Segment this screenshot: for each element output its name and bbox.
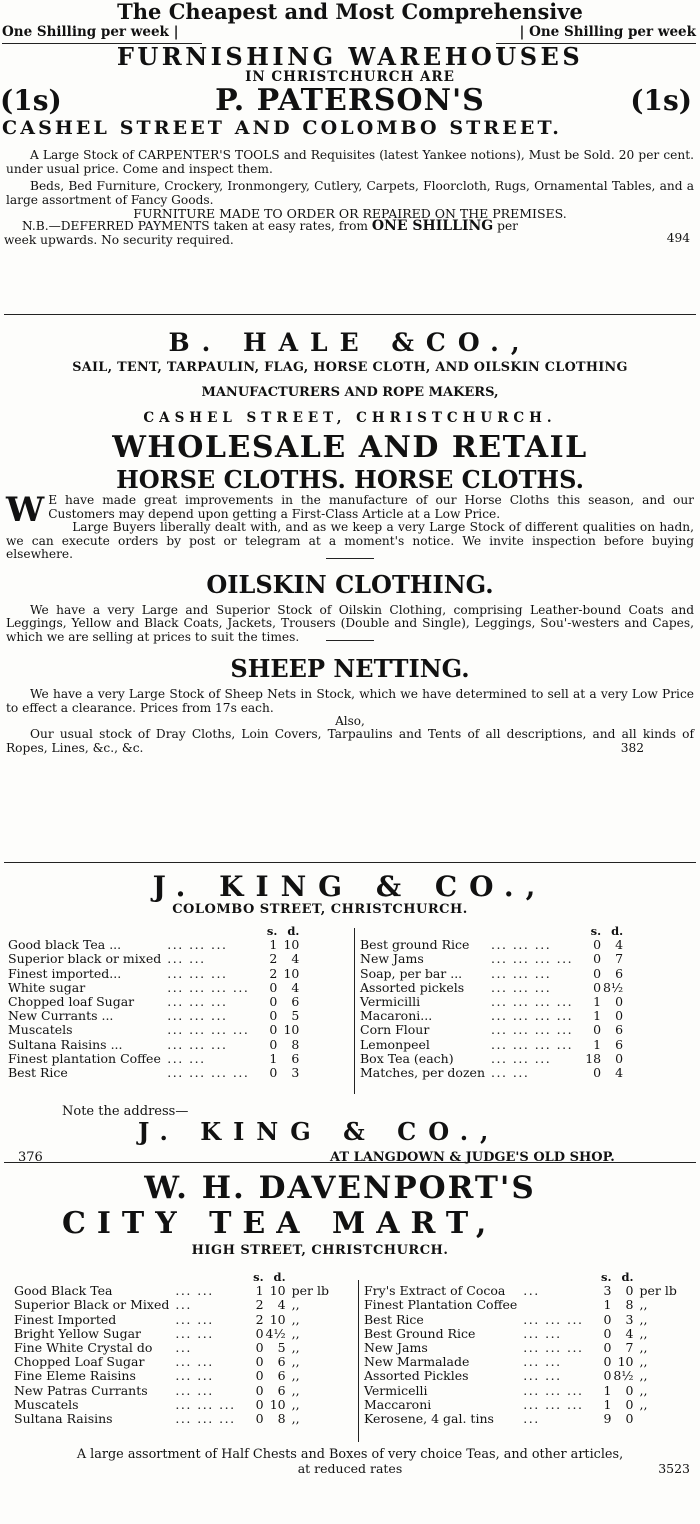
ad3-left-item-name: White sugar [8,979,86,995]
ad1-address: CASHEL STREET AND COLOMBO STREET. [2,117,562,139]
ad3-right-row [360,1066,623,1080]
ad3-right-leader-dots: ... ... ... ... [491,1036,574,1052]
ad4-right-shillings: 0 [603,1325,612,1341]
ad3-right-shillings: 0 [593,965,602,981]
ad4-right-row [364,1398,677,1412]
ad4-left-pence: 6 [277,1354,286,1370]
ad3-right-row [360,995,623,1009]
ad4-right-unit [633,1412,676,1426]
ad4-right-unit: ,, [639,1368,648,1384]
ad3-right-leader-dots: ... ... ... [491,1050,552,1066]
ad3-left-leader-dots: ... ... ... [167,1036,228,1052]
ad4-right-leader-dots: ... ... ... [523,1396,584,1412]
ad3-right-item-name: Corn Flour [360,1022,430,1038]
ad3-right-row [360,938,623,952]
ad3-left-row [8,1023,299,1037]
ad2-section1-para1-wrap [0,490,700,530]
ad3-left-shillings: 0 [269,1036,278,1052]
ad2-section1-para1: E have made great improvements in the manufacture of our Horse Cloths this season, and our Customers may depend upon getting a First-Class Article at a Low Price. [48,493,694,521]
ad4-right-unit: ,, [639,1311,648,1327]
ad4-left-shillings: 0 [255,1396,264,1412]
king-advertisement [0,872,700,1170]
ad3-right-row [360,1038,623,1052]
ad3-left-shillings: 0 [269,994,278,1010]
ad4-right-pence: 10 [617,1354,634,1370]
ad3-note: Note the address— [62,1104,189,1119]
ad3-right-row [360,981,623,995]
ad3-right-shillings: 0 [593,1022,602,1038]
ad4-address: HIGH STREET, CHRISTCHURCH. [191,1243,449,1258]
ad1-para1: A Large Stock of CARPENTER'S TOOLS and Requisites (latest Yankee notions), Must be Sold. 20 per cent. under usual price. Come and inspect them. [6,148,694,176]
ad4-left-shillings: 2 [255,1311,264,1327]
ad4-right-pence: 0 [625,1283,634,1299]
ad4-right-leader-dots: ... ... ... [523,1340,584,1356]
ad4-right-item-name: Maccaroni [364,1396,432,1412]
ad4-left-unit: ,, [291,1325,300,1341]
ad3-left-shillings: 1 [269,1050,278,1066]
ad4-left-s-header: s. [253,1270,264,1284]
ad4-right-shillings: 0 [603,1354,612,1370]
ad4-right-shillings: 0 [603,1311,612,1327]
ad4-right-item-name: Fry's Extract of Cocoa [364,1283,506,1299]
ad2-section2-para: We have a very Large and Superior Stock of Oilskin Clothing, comprising Leather-bound Coats and Leggings, Yellow and Black Coats, Jackets, Trousers (Double and Single), Leggings, Sou'-westers and Capes, which we are selling at prices to suit the times. [6,602,694,644]
ad4-title: CITY TEA MART, [62,1206,498,1241]
ad4-right-unit: ,, [639,1297,648,1313]
ad3-right-item-name: Best ground Rice [360,937,470,953]
ad4-right-pence: 4 [625,1325,634,1341]
ad3-right-leader-dots: ... ... ... [491,965,552,981]
ad4-right-shillings: 1 [603,1297,612,1313]
ad4-right-row [364,1284,677,1298]
ad1-price-badge-right: (1s) [630,84,692,117]
ad3-right-item-name: Vermicilli [360,994,421,1010]
ad4-right-shillings: 0 [603,1340,612,1356]
ad3-left-row [8,995,299,1009]
ad4-left-leader-dots: ... ... [175,1283,214,1299]
divider-1 [4,314,696,315]
ad3-left-row [8,1009,299,1023]
ad4-left-leader-dots: ... [175,1340,192,1356]
ad3-right-item-name: Macaroni... [360,1008,433,1024]
ad3-left-d-header: d. [287,924,300,938]
ad4-left-pence: 4½ [265,1325,286,1341]
ad3-name-repeat: J. KING & CO., [138,1117,501,1146]
ad1-para4-b: ONE SHILLING [371,218,494,234]
ad4-right-row [364,1355,677,1369]
ad3-left-row [8,1038,299,1052]
ad4-left-row [14,1384,329,1398]
ad4-left-shillings: 2 [255,1297,264,1313]
ad4-left-item-name: Fine Eleme Raisins [14,1368,136,1384]
ad3-right-pence: 0 [615,1050,624,1066]
ad3-left-leader-dots: ... ... [167,1050,206,1066]
ad4-left-pence: 4 [277,1297,286,1313]
ad3-right-item-name: New Jams [360,951,424,967]
ad3-left-shillings: 1 [269,937,278,953]
ad4-right-pence: 8½ [613,1368,634,1384]
ad2-section3-para: We have a very Large Stock of Sheep Nets in Stock, which we have determined to sell at a very Low Price to effect a clearance. Prices from 17s each. [6,687,694,715]
ad4-left-row [14,1355,329,1369]
ad4-right-shillings: 1 [603,1396,612,1412]
ad3-right-item-name: Matches, per dozen [360,1065,485,1081]
ad4-left-unit: ,, [291,1354,300,1370]
ad4-right-row [364,1369,677,1383]
ad3-right-shillings: 1 [593,1008,602,1024]
ad4-left-row [14,1412,329,1426]
ad3-left-pence: 6 [291,994,300,1010]
ad2-section3-para2: Our usual stock of Dray Cloths, Loin Covers, Tarpaulins and Tents of all descriptions, and all kinds of Ropes, Lines, &c., &c. [6,727,694,755]
ad3-right-d-header: d. [611,924,624,938]
ad4-right-item-name: New Jams [364,1340,428,1356]
hale-advertisement [0,328,700,755]
ad4-left-unit: ,, [291,1368,300,1384]
ad3-right-s-header: s. [590,924,602,938]
ad4-right-unit: ,, [639,1382,648,1398]
ad1-para4-line [0,220,700,234]
ad4-left-pence: 6 [277,1368,286,1384]
ad4-left-shillings: 0 [255,1411,264,1427]
ad4-left-shillings: 0 [255,1354,264,1370]
ad4-left-leader-dots: ... [175,1297,192,1313]
divider-2 [4,862,696,863]
ad3-left-item-name: Finest imported... [8,965,122,981]
ad4-footer-line1: A large assortment of Half Chests and Boxes of very choice Teas, and other articles, [76,1447,624,1462]
ad1-right-tag: | One Shilling per week [519,24,696,40]
ad2-makers-line: MANUFACTURERS AND ROPE MAKERS, [201,385,499,400]
ad4-right-pence: 0 [625,1411,634,1427]
ad3-left-pence: 6 [291,1050,300,1066]
ad4-left-unit: ,, [291,1340,300,1356]
ad3-right-shillings: 0 [593,979,602,995]
ad2-banner: WHOLESALE AND RETAIL [112,430,588,465]
ad3-left-item-name: Muscatels [8,1022,73,1038]
ad2-name: B. HALE &CO., [168,328,532,357]
ad3-right-leader-dots: ... ... ... ... [491,1008,574,1024]
ad1-name: P. PATERSON'S [215,83,485,118]
ad4-left-row [14,1313,329,1327]
ad3-left-shillings: 0 [269,1065,278,1081]
ad2-section2-title: OILSKIN CLOTHING. [206,569,494,599]
ad3-left-s-header: s. [266,924,278,938]
ad4-left-item-name: New Patras Currants [14,1382,148,1398]
ad4-name: W. H. DAVENPORT'S [144,1170,536,1206]
ad4-right-pence: 7 [625,1340,634,1356]
ad2-dropcap: W [6,490,45,530]
ad4-right-item-name: Best Rice [364,1311,424,1327]
ad3-left-leader-dots: ... ... ... ... [167,1065,250,1081]
ad4-left-price-table [14,1270,329,1426]
ad3-right-item-name: Soap, per bar ... [360,965,463,981]
ad3-left-leader-dots: ... ... [167,951,206,967]
ad3-left-leader-dots: ... ... ... [167,1008,228,1024]
ad4-left-leader-dots: ... ... ... [175,1396,236,1412]
ad3-left-item-name: Superior black or mixed [8,951,162,967]
ad4-right-item-name: New Marmalade [364,1354,470,1370]
ad3-left-leader-dots: ... ... ... ... [167,1022,250,1038]
ad3-right-leader-dots: ... ... ... ... [491,951,574,967]
ad3-left-shillings: 2 [269,965,278,981]
ad4-right-row [364,1412,677,1426]
ad2-section1-title: HORSE CLOTHS. HORSE CLOTHS. [116,465,584,494]
ad3-right-row [360,952,623,966]
ad3-left-item-name: Good black Tea ... [8,937,122,953]
ad4-right-unit: ,, [639,1325,648,1341]
ad4-right-s-header: s. [601,1270,612,1284]
ad1-left-tag: One Shilling per week | [2,24,179,40]
ad3-left-row [8,1052,299,1066]
ad4-right-leader-dots: ... ... [523,1354,562,1370]
ad3-left-row [8,967,299,981]
ad4-left-pence: 10 [269,1311,286,1327]
ad4-left-leader-dots: ... ... [175,1368,214,1384]
ad4-right-unit: ,, [639,1354,648,1370]
ad4-right-row [364,1298,677,1312]
ad4-left-pence: 10 [269,1283,286,1299]
ad3-left-shillings: 0 [269,1008,278,1024]
ad4-right-shillings: 0 [603,1368,612,1384]
ad3-right-shillings: 0 [593,1065,602,1081]
ad4-right-d-header: d. [621,1270,634,1284]
ad4-right-leader-dots: ... [523,1411,540,1427]
ad4-left-item-name: Bright Yellow Sugar [14,1325,142,1341]
ad4-left-item-name: Muscatels [14,1396,79,1412]
ad3-left-pence: 10 [283,1022,300,1038]
ad4-left-shillings: 0 [255,1325,264,1341]
ad4-right-item-name: Kerosene, 4 gal. tins [364,1411,494,1427]
ad4-right-row [364,1384,677,1398]
ad4-right-item-name: Vermicelli [364,1382,428,1398]
ad4-right-row [364,1327,677,1341]
ad3-left-pence: 3 [291,1065,300,1081]
ad4-right-item-name: Best Ground Rice [364,1325,476,1341]
ad4-left-shillings: 0 [255,1340,264,1356]
ad4-right-leader-dots: ... ... [523,1368,562,1384]
ad3-right-item-name: Lemonpeel [360,1036,430,1052]
ad3-right-row [360,967,623,981]
ad4-right-row [364,1341,677,1355]
ad3-address: COLOMBO STREET, CHRISTCHURCH. [172,902,468,917]
davenport-advertisement [0,1170,700,1476]
ad3-right-row [360,1052,623,1066]
ad3-right-item-name: Assorted pickels [360,979,465,995]
ad4-left-pence: 8 [277,1411,286,1427]
ad2-trade-line: SAIL, TENT, TARPAULIN, FLAG, HORSE CLOTH, AND OILSKIN CLOTHING [72,360,628,375]
ad4-right-shillings: 3 [603,1283,612,1299]
ad3-left-item-name: Finest plantation Coffee [8,1050,161,1066]
ad4-footer-line2: at reduced rates [297,1461,403,1476]
ad1-title: FURNISHING WAREHOUSES [116,42,584,71]
ad4-left-row [14,1341,329,1355]
ad2-section3-para2-wrap [0,728,700,755]
ad3-right-shillings: 1 [593,994,602,1010]
ad2-address: CASHEL STREET, CHRISTCHURCH. [143,410,557,426]
ad4-right-pence: 0 [625,1396,634,1412]
ad1-para2: Beds, Bed Furniture, Crockery, Ironmongery, Cutlery, Carpets, Floorcloth, Rugs, Ornamental Tables, and a large assortment of Fancy Goods. [6,179,694,207]
ad4-left-unit: ,, [291,1396,300,1412]
ad3-left-shillings: 2 [269,951,278,967]
ad4-left-row [14,1369,329,1383]
ad4-right-leader-dots [523,1298,589,1312]
ad3-left-item-name: Sultana Raisins ... [8,1036,123,1052]
ad3-left-pence: 8 [291,1036,300,1052]
ad3-right-pence: 0 [615,1008,624,1024]
ad2-section3-also: Also, [335,714,365,728]
ad4-left-row [14,1284,329,1298]
ad3-right-pence: 6 [615,1036,624,1052]
ad4-left-item-name: Superior Black or Mixed [14,1297,170,1313]
ad3-left-price-table [8,924,299,1080]
ad4-right-unit: ,, [639,1340,648,1356]
ad4-left-leader-dots: ... ... [175,1311,214,1327]
ad3-right-shillings: 18 [585,1050,602,1066]
ad4-left-d-header: d. [273,1270,286,1284]
ad3-left-pence: 5 [291,1008,300,1024]
ad3-left-pence: 4 [291,979,300,995]
ad3-right-item-name: Box Tea (each) [360,1050,454,1066]
ad3-right-pence: 0 [615,994,624,1010]
ad4-left-item-name: Good Black Tea [14,1283,113,1299]
ad4-left-leader-dots: ... ... [175,1382,214,1398]
ad4-left-shillings: 1 [255,1283,264,1299]
ad4-left-row [14,1298,329,1312]
ad4-right-pence: 8 [625,1297,634,1313]
ad3-left-leader-dots: ... ... ... ... [167,979,250,995]
ad3-name: J. KING & CO., [152,870,548,903]
ad1-para4-c: per [497,219,518,233]
ad3-left-pence: 10 [283,965,300,981]
ad3-right-leader-dots: ... ... ... [491,979,552,995]
ad3-left-pence: 4 [291,951,300,967]
ad3-left-row [8,938,299,952]
ad1-para4-d: week upwards. No security required. [4,232,234,247]
ad3-right-shillings: 1 [593,1036,602,1052]
ad4-left-pence: 5 [277,1340,286,1356]
ad4-left-item-name: Fine White Crystal do [14,1340,153,1356]
ad4-right-leader-dots: ... ... ... [523,1382,584,1398]
ad4-right-leader-dots: ... [523,1283,540,1299]
ad1-price-badge-left: (1s) [0,84,62,117]
ad4-left-leader-dots: ... ... [175,1325,214,1341]
ad4-right-unit: ,, [639,1396,648,1412]
ad4-left-row [14,1327,329,1341]
ad3-right-row [360,1009,623,1023]
ad4-right-pence: 3 [625,1311,634,1327]
ad4-left-pence: 6 [277,1382,286,1398]
ad4-ad-number: 3523 [658,1461,690,1476]
ad3-left-pence: 10 [283,937,300,953]
ad4-column-separator [358,1280,359,1442]
ad3-right-price-table [360,924,623,1080]
ad3-left-leader-dots: ... ... ... [167,994,228,1010]
ad3-left-item-name: New Currants ... [8,1008,114,1024]
ad3-left-shillings: 0 [269,1022,278,1038]
ad4-left-unit: ,, [291,1311,300,1327]
ad4-left-leader-dots: ... ... [175,1354,214,1370]
ad4-left-unit: ,, [291,1382,300,1398]
ad3-left-row [8,1066,299,1080]
ad3-right-pence: 4 [615,937,624,953]
ad4-right-item-name: Assorted Pickles [364,1368,469,1384]
ad4-right-leader-dots: ... ... [523,1325,562,1341]
ad4-left-shillings: 0 [255,1382,264,1398]
ad1-headline: The Cheapest and Most Comprehensive [117,0,583,24]
ad4-left-item-name: Finest Imported [14,1311,117,1327]
ad4-right-shillings: 1 [603,1382,612,1398]
ad4-right-item-name: Finest Plantation Coffee [364,1297,518,1313]
ad3-shop-line: AT LANGDOWN & JUDGE'S OLD SHOP. [330,1150,615,1165]
ad4-left-unit: per lb [291,1283,329,1299]
ad4-left-item-name: Chopped Loaf Sugar [14,1354,145,1370]
ad4-price-list [0,1270,700,1448]
ad3-left-item-name: Best Rice [8,1065,68,1081]
ad2-section1-para2: Large Buyers liberally dealt with, and as we keep a very Large Stock of different qualities on hadn, we can execute orders by post or telegram at a moment's notice. We invite inspection before buying elsewhere. [6,520,694,561]
ad3-right-pence: 6 [615,1022,624,1038]
ad3-right-pence: 8½ [603,979,624,995]
ad3-left-row [8,952,299,966]
ad3-right-shillings: 0 [593,951,602,967]
ad4-right-shillings: 9 [603,1411,612,1427]
ad1-subtitle: IN CHRISTCHURCH ARE [245,69,455,85]
ad1-ad-number: 494 [666,230,690,245]
ad3-left-leader-dots: ... ... ... [167,937,228,953]
ad4-left-leader-dots: ... ... ... [175,1411,236,1427]
ad4-left-shillings: 0 [255,1368,264,1384]
ad3-right-shillings: 0 [593,937,602,953]
ad4-left-row [14,1398,329,1412]
ad4-left-item-name: Sultana Raisins [14,1411,113,1427]
ad3-left-leader-dots: ... ... ... [167,965,228,981]
ad3-right-pence: 4 [615,1065,624,1081]
ad2-section3-title: SHEEP NETTING. [230,654,470,683]
ad1-para4-a: N.B.—DEFERRED PAYMENTS taken at easy rates, from [22,219,368,233]
ad2-ad-number: 382 [620,740,644,755]
ad4-right-price-table [364,1270,677,1426]
divider-3 [4,1162,696,1163]
ad3-right-row [360,1023,623,1037]
paterson-advertisement [0,0,700,248]
ad3-right-leader-dots: ... ... ... [491,937,552,953]
ad3-right-leader-dots: ... ... [491,1065,530,1081]
ad4-right-pence: 0 [625,1382,634,1398]
ad1-para3: FURNITURE MADE TO ORDER OR REPAIRED ON THE PREMISES. [133,206,567,221]
ad4-right-unit: per lb [639,1283,677,1299]
ad4-right-row [364,1313,677,1327]
ad3-column-separator [354,928,355,1094]
ad3-left-row [8,981,299,995]
ad4-left-unit: ,, [291,1411,300,1427]
ad4-right-leader-dots: ... ... ... [523,1311,584,1327]
ad3-left-shillings: 0 [269,979,278,995]
ad3-left-item-name: Chopped loaf Sugar [8,994,135,1010]
ad4-left-unit: ,, [291,1297,300,1313]
ad3-price-list [0,924,700,1100]
ad4-left-pence: 10 [269,1396,286,1412]
ad3-right-pence: 6 [615,965,624,981]
ad3-right-leader-dots: ... ... ... ... [491,994,574,1010]
ad3-right-leader-dots: ... ... ... ... [491,1022,574,1038]
ad3-ad-number: 376 [18,1150,43,1165]
ad3-right-pence: 7 [615,951,624,967]
